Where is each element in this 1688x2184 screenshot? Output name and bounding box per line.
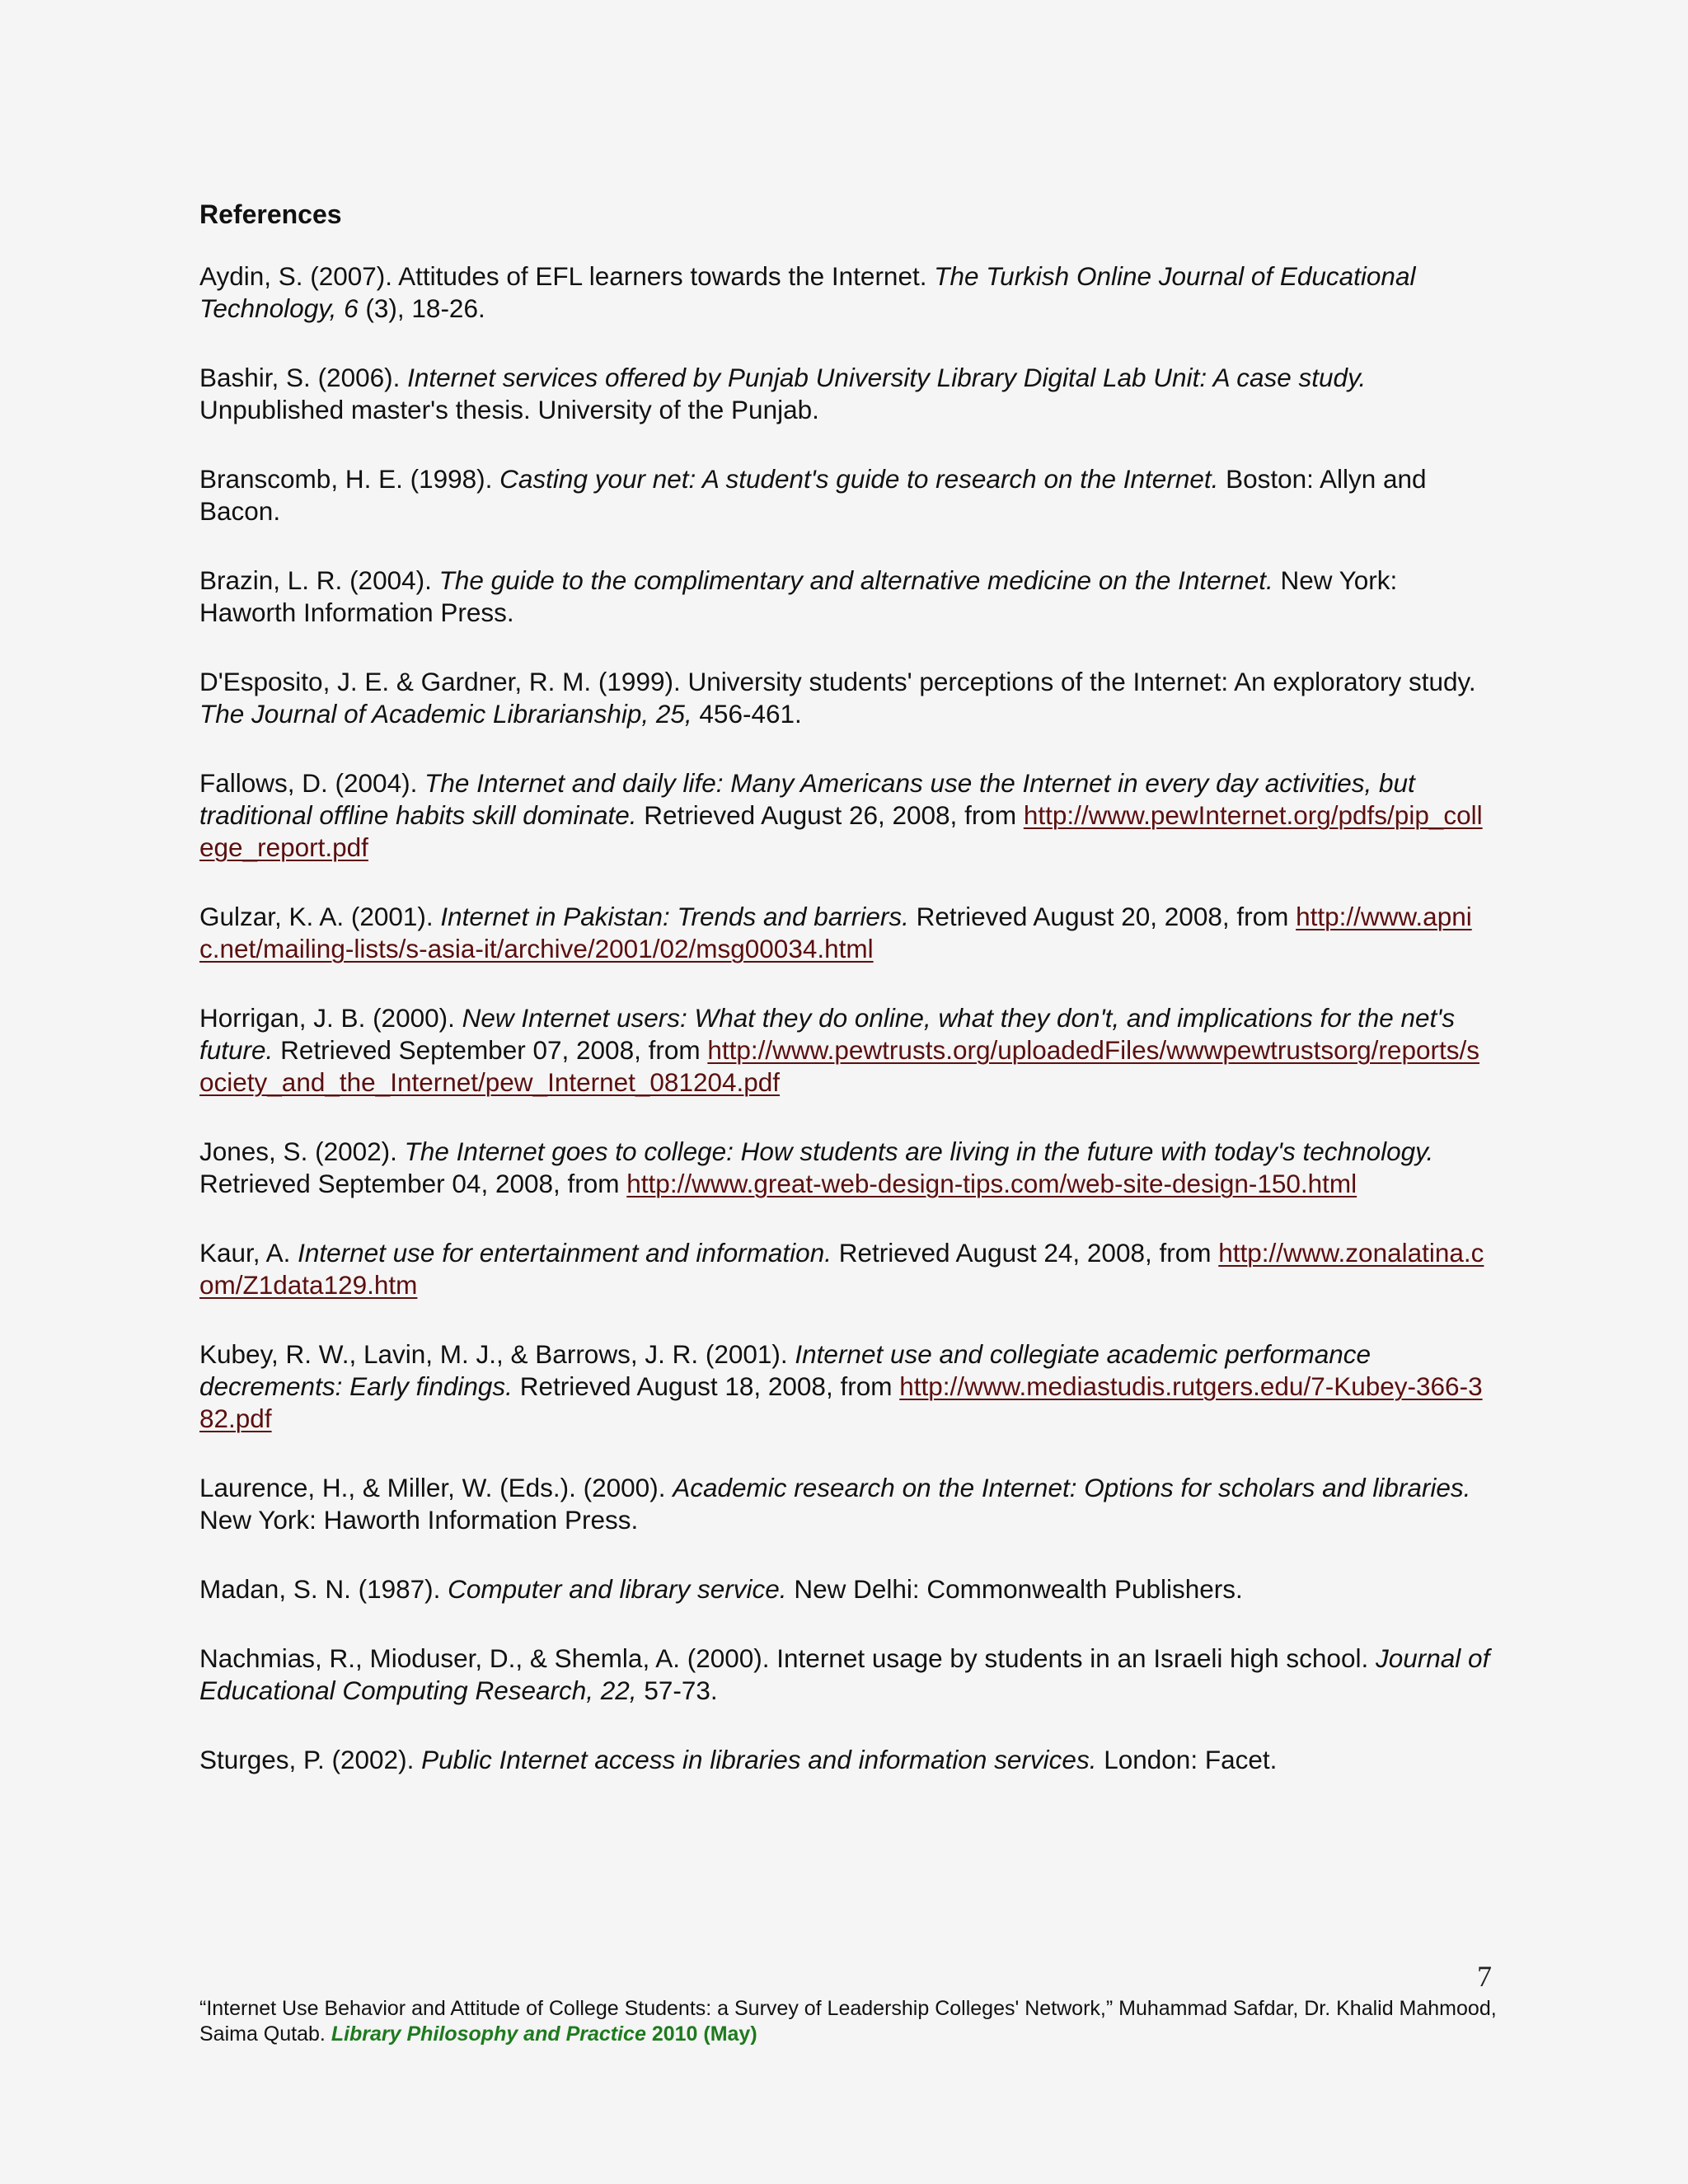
reference-text: Fallows, D. (2004).	[199, 768, 425, 798]
reference-url-link[interactable]: http://www.zonalatina.com/Z1data129.htm	[199, 1238, 1484, 1300]
reference-url-link[interactable]: http://www.apnic.net/mailing-lists/s-asia-it/archive/2001/02/msg00034.html	[199, 902, 1472, 963]
reference-title: Casting your net: A student's guide to research on the Internet.	[499, 464, 1219, 494]
reference-entry	[199, 362, 1490, 426]
reference-text: Retrieved August 18, 2008, from	[512, 1371, 900, 1401]
footer-journal-date: 2010 (May)	[645, 2022, 757, 2046]
reference-text: D'Esposito, J. E. & Gardner, R. M. (1999). University students' perceptions of the Internet: An exploratory study.	[199, 667, 1476, 696]
reference-title: Internet use and collegiate academic performance decrements: Early findings.	[199, 1339, 1372, 1401]
reference-url-link[interactable]: http://www.mediastudis.rutgers.edu/7-Kubey-366-382.pdf	[199, 1371, 1483, 1433]
reference-entry	[199, 901, 1490, 965]
reference-text: Branscomb, H. E. (1998).	[199, 464, 500, 494]
reference-text: Kubey, R. W., Lavin, M. J., & Barrows, J. R. (2001).	[199, 1339, 795, 1369]
reference-text: (3), 18-26.	[358, 293, 485, 323]
reference-title: The Internet and daily life: Many Americans use the Internet in every day activities, but traditional offline habits skill dominate.	[199, 768, 1415, 830]
reference-entry	[199, 666, 1490, 730]
reference-title: The Turkish Online Journal of Educational Technology, 6	[199, 261, 1416, 323]
reference-text: Nachmias, R., Mioduser, D., & Shemla, A. (2000). Internet usage by students in an Israeli high school.	[199, 1643, 1376, 1673]
reference-text: London: Facet.	[1096, 1745, 1278, 1774]
reference-entry	[199, 1573, 1490, 1605]
reference-text: New York: Haworth Information Press.	[199, 565, 1398, 627]
references-section	[199, 196, 1490, 1813]
reference-entry	[199, 260, 1490, 325]
reference-text: Madan, S. N. (1987).	[199, 1574, 448, 1604]
reference-entry	[199, 463, 1490, 527]
reference-title: Internet services offered by Punjab University Library Digital Lab Unit: A case study.	[407, 363, 1367, 392]
reference-title: The Journal of Academic Librarianship, 25,	[199, 699, 692, 729]
reference-title: The guide to the complimentary and alternative medicine on the Internet.	[438, 565, 1273, 595]
reference-text: Retrieved August 20, 2008, from	[908, 902, 1296, 931]
reference-text: Kaur, A.	[199, 1238, 298, 1268]
reference-text: Horrigan, J. B. (2000).	[199, 1003, 462, 1033]
reference-entry	[199, 1472, 1490, 1536]
reference-entry	[199, 1136, 1490, 1200]
reference-entry	[199, 1744, 1490, 1776]
reference-title: Journal of Educational Computing Research, 22,	[199, 1643, 1490, 1705]
reference-text: Gulzar, K. A. (2001).	[199, 902, 441, 931]
reference-entry	[199, 1002, 1490, 1099]
reference-text: Aydin, S. (2007). Attitudes of EFL learners towards the Internet.	[199, 261, 935, 291]
reference-entry	[199, 1338, 1490, 1435]
reference-text: Brazin, L. R. (2004).	[199, 565, 439, 595]
footer-journal-name: Library Philosophy and Practice	[331, 2022, 646, 2046]
reference-text: New Delhi: Commonwealth Publishers.	[786, 1574, 1243, 1604]
reference-text: Retrieved September 04, 2008, from	[199, 1169, 627, 1198]
reference-text: Bashir, S. (2006).	[199, 363, 408, 392]
reference-text: Sturges, P. (2002).	[199, 1745, 422, 1774]
reference-title: New Internet users: What they do online, what they don't, and implications for the net's future.	[199, 1003, 1456, 1065]
reference-title: Internet in Pakistan: Trends and barriers.	[440, 902, 909, 931]
reference-entry	[199, 565, 1490, 629]
reference-url-link[interactable]: http://www.pewInternet.org/pdfs/pip_college_report.pdf	[199, 800, 1483, 862]
reference-text: Unpublished master's thesis. University of the Punjab.	[199, 395, 819, 424]
page-footer	[199, 1996, 1510, 2047]
reference-title: Internet use for entertainment and information.	[298, 1238, 832, 1268]
reference-entry	[199, 1643, 1490, 1707]
reference-text: Laurence, H., & Miller, W. (Eds.). (2000).	[199, 1473, 673, 1502]
reference-title: Computer and library service.	[448, 1574, 787, 1604]
reference-text: 456-461.	[692, 699, 802, 729]
reference-text: 57-73.	[636, 1675, 718, 1705]
reference-text: Jones, S. (2002).	[199, 1137, 405, 1166]
page-number: 7	[1477, 1960, 1492, 1993]
reference-entry	[199, 1237, 1490, 1301]
reference-title: Academic research on the Internet: Options for scholars and libraries.	[673, 1473, 1471, 1502]
reference-text: Boston: Allyn and Bacon.	[199, 464, 1427, 526]
reference-url-link[interactable]: http://www.great-web-design-tips.com/web-site-design-150.html	[626, 1169, 1357, 1198]
reference-text: Retrieved August 24, 2008, from	[831, 1238, 1219, 1268]
reference-text: Retrieved September 07, 2008, from	[273, 1035, 708, 1065]
reference-list	[199, 260, 1490, 1776]
reference-text: New York: Haworth Information Press.	[199, 1505, 639, 1535]
reference-title: Public Internet access in libraries and information services.	[421, 1745, 1097, 1774]
reference-title: The Internet goes to college: How students are living in the future with today's technology.	[404, 1137, 1434, 1166]
footer-citation: “Internet Use Behavior and Attitude of College Students: a Survey of Leadership Colleges' Network,” Muhammad Safdar, Dr. Khalid Mahmood, Saima Qutab.	[199, 1997, 1497, 2046]
reference-text: Retrieved August 26, 2008, from	[636, 800, 1024, 830]
reference-entry	[199, 767, 1490, 864]
references-heading: References	[199, 199, 342, 229]
reference-url-link[interactable]: http://www.pewtrusts.org/uploadedFiles/wwwpewtrustsorg/reports/society_and_the_Internet/pew_Internet_081204.pdf	[199, 1035, 1479, 1097]
